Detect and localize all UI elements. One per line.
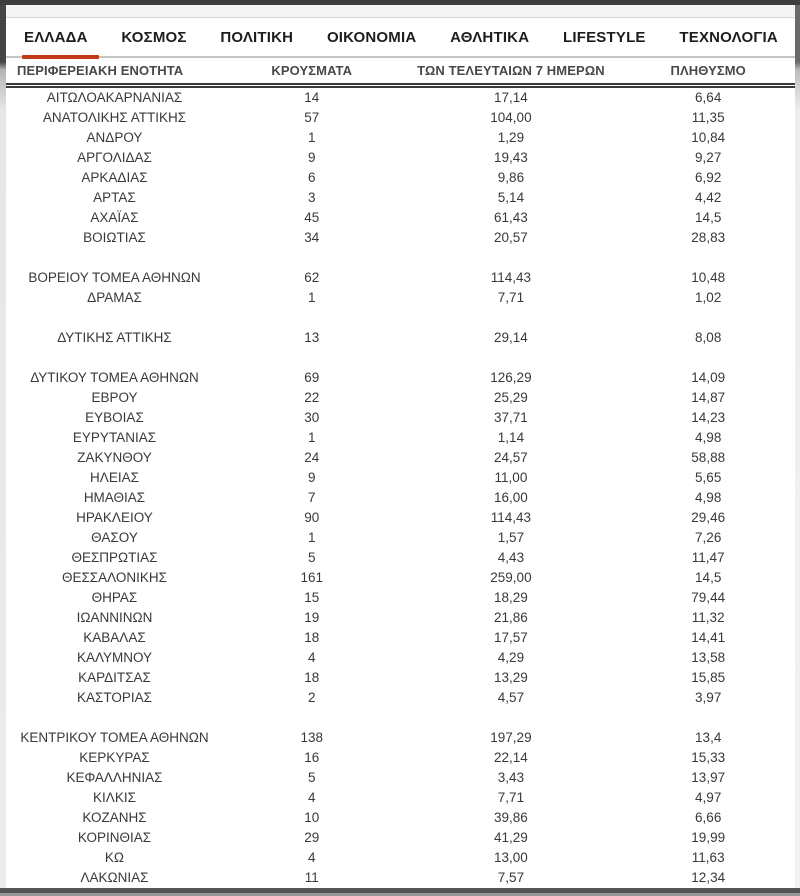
region-cell: ΑΡΚΑΔΙΑΣ	[81, 170, 148, 185]
region-cell: ΚΕΦΑΛΛΗΝΙΑΣ	[66, 770, 163, 785]
right-edge-strip	[795, 0, 800, 896]
table-row	[6, 608, 795, 628]
last7-cell: 24,57	[494, 450, 528, 465]
cases-cell: 2	[307, 690, 316, 705]
last7-cell: 11,00	[494, 470, 528, 485]
region-cell: ΚΕΝΤΡΙΚΟΥ ΤΟΜΕΑ ΑΘΗΝΩΝ	[20, 730, 209, 745]
population-cell: 12,34	[691, 870, 726, 885]
nav-tab-kosmos[interactable]: ΚΟΣΜΟΣ	[121, 28, 187, 46]
last7-cell: 29,14	[494, 330, 528, 345]
population-cell: 9,27	[695, 150, 722, 165]
cases-cell: 22	[304, 390, 320, 405]
last7-cell: 5,14	[497, 190, 525, 205]
cases-cell: 5	[307, 550, 316, 565]
table-spacer-row	[6, 708, 795, 728]
population-cell: 3,97	[695, 690, 722, 705]
cases-cell: 4	[307, 850, 316, 865]
table-row	[6, 848, 795, 868]
region-cell: ΑΝΔΡΟΥ	[86, 130, 143, 145]
last7-cell: 20,57	[494, 230, 528, 245]
region-cell: ΗΡΑΚΛΕΙΟΥ	[76, 510, 153, 525]
population-cell: 6,64	[695, 90, 722, 105]
table-row	[6, 788, 795, 808]
last7-cell: 22,14	[494, 750, 528, 765]
region-cell: ΒΟΡΕΙΟΥ ΤΟΜΕΑ ΑΘΗΝΩΝ	[28, 270, 201, 285]
region-cell: ΘΕΣΣΑΛΟΝΙΚΗΣ	[61, 570, 167, 585]
population-cell: 4,42	[695, 190, 722, 205]
cases-cell: 62	[304, 270, 320, 285]
cases-cell: 34	[304, 230, 320, 245]
last7-cell: 104,00	[490, 110, 532, 125]
population-cell: 5,65	[695, 470, 722, 485]
table-row	[6, 688, 795, 708]
last7-cell: 25,29	[494, 390, 528, 405]
region-cell: ΘΗΡΑΣ	[91, 590, 138, 605]
table-row	[6, 668, 795, 688]
table-spacer-row	[6, 348, 795, 368]
cases-cell: 90	[304, 510, 320, 525]
region-cell: ΚΑΣΤΟΡΙΑΣ	[77, 690, 152, 705]
last7-cell: 7,57	[497, 870, 525, 885]
region-cell: ΑΝΑΤΟΛΙΚΗΣ ΑΤΤΙΚΗΣ	[42, 110, 187, 125]
region-cell: ΑΙΤΩΛΟΑΚΑΡΝΑΝΙΑΣ	[46, 90, 183, 105]
region-cell: ΚΕΡΚΥΡΑΣ	[79, 750, 150, 765]
last7-cell: 17,57	[494, 630, 528, 645]
sub-strip	[0, 5, 800, 18]
last7-cell: 1,57	[497, 530, 525, 545]
table-row	[6, 428, 795, 448]
region-cell: ΖΑΚΥΝΘΟΥ	[77, 450, 152, 465]
population-cell: 13,58	[691, 650, 726, 665]
cases-cell: 4	[307, 650, 316, 665]
table-header-row	[6, 58, 795, 86]
cases-cell: 1	[307, 530, 316, 545]
header-cases: ΚΡΟΥΣΜΑΤΑ	[223, 58, 401, 86]
spacer-cell	[6, 308, 795, 328]
last7-cell: 37,71	[494, 410, 528, 425]
region-cell: ΑΡΓΟΛΙΔΑΣ	[77, 150, 152, 165]
cases-cell: 57	[304, 110, 320, 125]
population-cell: 14,41	[691, 630, 726, 645]
population-cell: 4,97	[695, 790, 722, 805]
table-spacer-row	[6, 308, 795, 328]
region-cell: ΚΑΒΑΛΑΣ	[83, 630, 146, 645]
cases-cell: 11	[304, 870, 319, 885]
cases-cell: 19	[304, 610, 320, 625]
last7-cell: 16,00	[494, 490, 528, 505]
table-row	[6, 288, 795, 308]
region-cell: ΚΑΡΔΙΤΣΑΣ	[78, 670, 151, 685]
covid-regions-table	[6, 57, 795, 888]
last7-cell: 259,00	[490, 570, 532, 585]
region-cell: ΗΛΕΙΑΣ	[90, 470, 139, 485]
population-cell: 11,32	[691, 610, 725, 625]
region-cell: ΗΜΑΘΙΑΣ	[83, 490, 146, 505]
last7-cell: 19,43	[494, 150, 528, 165]
cases-cell: 18	[304, 630, 320, 645]
population-cell: 1,02	[695, 290, 722, 305]
cases-cell: 1	[307, 430, 316, 445]
cases-cell: 15	[304, 590, 320, 605]
nav-tab-politiki[interactable]: ΠΟΛΙΤΙΚΗ	[220, 28, 294, 46]
population-cell: 29,46	[691, 510, 726, 525]
population-cell: 6,66	[695, 810, 722, 825]
nav-tab-lifestyle[interactable]: LIFESTYLE	[563, 28, 646, 46]
spacer-cell	[6, 248, 795, 268]
cases-cell: 9	[307, 150, 316, 165]
last7-cell: 114,43	[490, 510, 532, 525]
header-last-7-days: ΤΩΝ ΤΕΛΕΥΤΑΙΩΝ 7 ΗΜΕΡΩΝ	[400, 58, 621, 86]
cases-cell: 1	[307, 130, 316, 145]
population-cell: 14,09	[691, 370, 726, 385]
region-cell: ΑΡΤΑΣ	[93, 190, 136, 205]
table-row	[6, 408, 795, 428]
cases-cell: 9	[307, 470, 316, 485]
region-cell: ΕΥΒΟΙΑΣ	[85, 410, 144, 425]
table-row	[6, 488, 795, 508]
cases-cell: 14	[304, 90, 320, 105]
cases-cell: 6	[307, 170, 316, 185]
cases-cell: 3	[307, 190, 316, 205]
table-row	[6, 86, 795, 109]
population-cell: 8,08	[695, 330, 722, 345]
table-row	[6, 328, 795, 348]
table-row	[6, 208, 795, 228]
cases-cell: 10	[304, 810, 320, 825]
population-cell: 28,83	[691, 230, 726, 245]
nav-tab-oikonomia[interactable]: ΟΙΚΟΝΟΜΙΑ	[326, 28, 417, 46]
last7-cell: 4,29	[497, 650, 525, 665]
last7-cell: 4,43	[497, 550, 525, 565]
region-cell: ΔΥΤΙΚΗΣ ΑΤΤΙΚΗΣ	[57, 330, 172, 345]
region-cell: ΕΒΡΟΥ	[91, 390, 138, 405]
top-strip	[0, 0, 800, 5]
population-cell: 10,48	[691, 270, 726, 285]
last7-cell: 9,86	[497, 170, 525, 185]
cases-cell: 30	[304, 410, 320, 425]
table-row	[6, 728, 795, 748]
table-row	[6, 528, 795, 548]
region-cell: ΘΕΣΠΡΩΤΙΑΣ	[71, 550, 158, 565]
region-cell: ΚΟΡΙΝΘΙΑΣ	[77, 830, 152, 845]
table-spacer-row	[6, 248, 795, 268]
table-row	[6, 188, 795, 208]
last7-cell: 39,86	[494, 810, 528, 825]
nav-tab-athlitika[interactable]: ΑΘΛΗΤΙΚΑ	[450, 28, 530, 46]
population-cell: 13,4	[695, 730, 722, 745]
table-row	[6, 148, 795, 168]
table-row	[6, 588, 795, 608]
table-row	[6, 768, 795, 788]
last7-cell: 18,29	[494, 590, 528, 605]
cases-cell: 24	[304, 450, 320, 465]
table-row	[6, 548, 795, 568]
table-row	[6, 568, 795, 588]
population-cell: 14,5	[695, 570, 722, 585]
region-cell: ΛΑΚΩΝΙΑΣ	[80, 870, 149, 885]
main-nav	[6, 18, 795, 57]
table-row	[6, 748, 795, 768]
table-row	[6, 268, 795, 288]
last7-cell: 4,57	[497, 690, 525, 705]
nav-tab-texnologia[interactable]: ΤΕΧΝΟΛΟΓΙΑ	[679, 28, 778, 46]
population-cell: 14,87	[691, 390, 726, 405]
cases-cell: 29	[304, 830, 320, 845]
last7-cell: 7,71	[497, 790, 525, 805]
last7-cell: 197,29	[490, 730, 532, 745]
covid-table-wrap	[6, 57, 795, 888]
cases-cell: 7	[307, 490, 316, 505]
cases-cell: 5	[307, 770, 316, 785]
cases-cell: 16	[304, 750, 320, 765]
region-cell: ΚΩ	[104, 850, 125, 865]
header-regional-unit: ΠΕΡΙΦΕΡΕΙΑΚΗ ΕΝΟΤΗΤΑ	[6, 58, 223, 86]
spacer-cell	[6, 708, 795, 728]
table-row	[6, 808, 795, 828]
region-cell: ΔΥΤΙΚΟΥ ΤΟΜΕΑ ΑΘΗΝΩΝ	[30, 370, 199, 385]
last7-cell: 13,29	[494, 670, 528, 685]
table-row	[6, 108, 795, 128]
population-cell: 15,85	[691, 670, 726, 685]
last7-cell: 1,14	[497, 430, 525, 445]
last7-cell: 126,29	[490, 370, 532, 385]
last7-cell: 21,86	[494, 610, 528, 625]
table-row	[6, 468, 795, 488]
population-cell: 13,97	[691, 770, 726, 785]
table-row	[6, 128, 795, 148]
population-cell: 6,92	[695, 170, 722, 185]
spacer-cell	[6, 348, 795, 368]
cases-cell: 1	[307, 290, 316, 305]
table-row	[6, 368, 795, 388]
cases-cell: 138	[300, 730, 323, 745]
last7-cell: 114,43	[490, 270, 532, 285]
last7-cell: 3,43	[497, 770, 525, 785]
table-row	[6, 448, 795, 468]
population-cell: 11,47	[691, 550, 725, 565]
region-cell: ΕΥΡΥΤΑΝΙΑΣ	[72, 430, 157, 445]
cases-cell: 161	[300, 570, 323, 585]
last7-cell: 13,00	[494, 850, 528, 865]
table-row	[6, 388, 795, 408]
population-cell: 11,35	[691, 110, 725, 125]
header-population: ΠΛΗΘΥΣΜΟ	[621, 58, 795, 86]
population-cell: 10,84	[691, 130, 726, 145]
region-cell: ΘΑΣΟΥ	[91, 530, 138, 545]
region-cell: ΑΧΑΪΑΣ	[90, 210, 139, 225]
table-row	[6, 168, 795, 188]
population-cell: 4,98	[695, 430, 722, 445]
table-row	[6, 868, 795, 888]
cases-cell: 4	[307, 790, 316, 805]
last7-cell: 17,14	[494, 90, 528, 105]
region-cell: ΚΙΛΚΙΣ	[93, 790, 136, 805]
table-row	[6, 828, 795, 848]
cases-cell: 13	[304, 330, 320, 345]
cases-cell: 45	[304, 210, 320, 225]
region-cell: ΙΩΑΝΝΙΝΩΝ	[76, 610, 153, 625]
last7-cell: 41,29	[494, 830, 528, 845]
population-cell: 15,33	[691, 750, 726, 765]
region-cell: ΒΟΙΩΤΙΑΣ	[83, 230, 146, 245]
region-cell: ΔΡΑΜΑΣ	[87, 290, 142, 305]
nav-tab-ellada[interactable]: ΕΛΛΑΔΑ	[23, 20, 89, 55]
population-cell: 11,63	[691, 850, 725, 865]
table-row	[6, 648, 795, 668]
table-row	[6, 228, 795, 248]
population-cell: 4,98	[695, 490, 722, 505]
last7-cell: 61,43	[494, 210, 528, 225]
region-cell: ΚΟΖΑΝΗΣ	[82, 810, 147, 825]
population-cell: 19,99	[691, 830, 726, 845]
last7-cell: 1,29	[497, 130, 525, 145]
last7-cell: 7,71	[497, 290, 525, 305]
region-cell: ΚΑΛΥΜΝΟΥ	[76, 650, 153, 665]
population-cell: 14,5	[695, 210, 722, 225]
cases-cell: 18	[304, 670, 320, 685]
table-row	[6, 628, 795, 648]
population-cell: 7,26	[695, 530, 722, 545]
population-cell: 58,88	[691, 450, 726, 465]
table-row	[6, 508, 795, 528]
cases-cell: 69	[304, 370, 320, 385]
population-cell: 79,44	[691, 590, 726, 605]
population-cell: 14,23	[691, 410, 726, 425]
left-edge-strip	[0, 0, 6, 896]
